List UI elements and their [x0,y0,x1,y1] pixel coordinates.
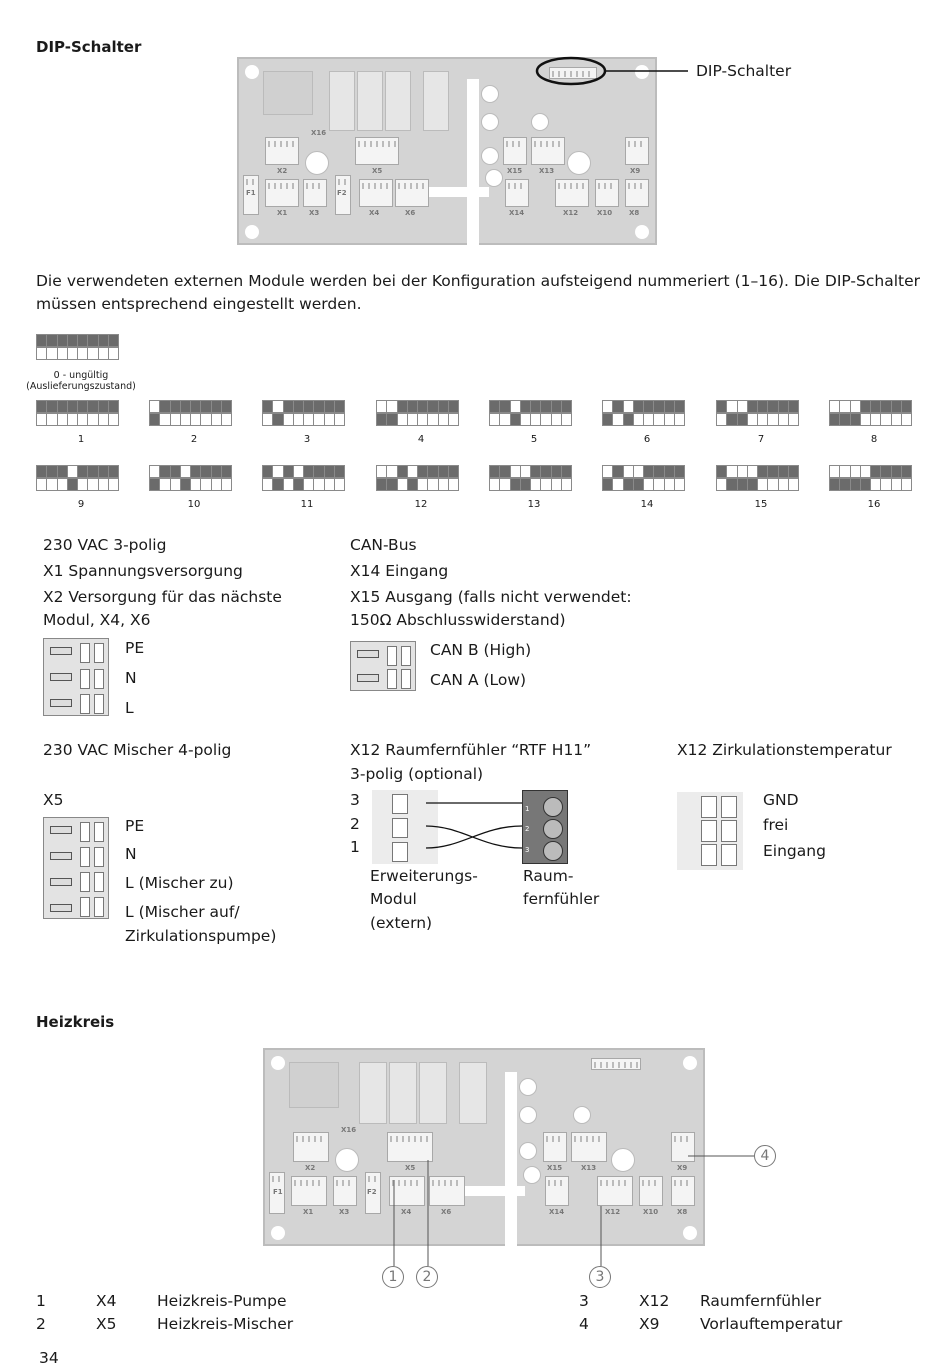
can-title: CAN-Bus [350,536,417,554]
label-f1: F1 [246,189,256,197]
label-x9: X9 [630,167,641,175]
label-x10: X10 [597,209,613,217]
label2-x13: X13 [581,1164,597,1172]
rtf-sensor-label-1: Raum- [523,867,574,885]
label-x2: X2 [277,167,288,175]
dip-label-16: 16 [867,499,881,510]
rtf-sensor-num-2: 2 [525,825,530,833]
dip-label-10: 10 [187,499,201,510]
label-f2: F2 [337,189,347,197]
mixer-pin-l-zu: L (Mischer zu) [125,874,234,892]
rtf-sensor-num-1: 1 [525,805,530,813]
label2-x5: X5 [405,1164,416,1172]
rtf-line2: 3-polig (optional) [350,765,484,783]
legend-desc-3: Raumfernfühler [700,1292,822,1310]
label-x14: X14 [509,209,525,217]
dip-label-11: 11 [300,499,314,510]
label2-x14: X14 [549,1208,565,1216]
legend-num-4: 4 [579,1315,589,1333]
can-line3: X15 Ausgang (falls nicht verwendet: [350,588,632,606]
legend-num-3: 3 [579,1292,589,1310]
rtf-module-label-3: (extern) [370,914,433,932]
label2-x9: X9 [677,1164,688,1172]
mixer-pin-n: N [125,845,137,863]
legend-code-2: X5 [96,1315,117,1333]
label-x1: X1 [277,209,288,217]
intro-paragraph: Die verwendeten externen Module werden bei der Konfiguration aufsteigend nummeriert (1–16). Die DIP-Schalter müssen entsprechend eingestellt werden. [36,272,920,313]
dip-label-9: 9 [77,499,85,510]
callout-4: 4 [754,1145,776,1167]
dip-label-14: 14 [640,499,654,510]
label-x15: X15 [507,167,523,175]
label2-x10: X10 [643,1208,659,1216]
label2-x4: X4 [401,1208,412,1216]
section-title-dip: DIP-Schalter [36,38,142,56]
pin-n: N [125,669,137,687]
dip-label-3: 3 [303,434,311,445]
zirk-pin-eingang: Eingang [763,842,826,860]
rtf-sensor-num-3: 3 [525,846,530,854]
label-x3: X3 [309,209,320,217]
label-x4: X4 [369,209,380,217]
can-line4: 150Ω Abschlusswiderstand) [350,611,566,629]
block230-line3: X2 Versorgung für das nächste [43,588,282,606]
mixer-pin-l-auf: L (Mischer auf/ [125,903,240,921]
dip-label-1: 1 [77,434,85,445]
callout-1: 1 [382,1266,404,1288]
rtf-num-3: 3 [350,791,360,809]
pin-can-b: CAN B (High) [430,641,532,659]
legend-code-1: X4 [96,1292,117,1310]
can-line2: X14 Eingang [350,562,449,580]
pin-pe: PE [125,639,145,657]
label-x12: X12 [563,209,579,217]
label2-x12: X12 [605,1208,621,1216]
label-x13: X13 [539,167,555,175]
zirk-title: X12 Zirkulationstemperatur [677,741,892,759]
label2-x15: X15 [547,1164,563,1172]
dip-callout-label: DIP-Schalter [696,62,792,80]
label2-x3: X3 [339,1208,350,1216]
dip-default-label: 0 - ungültig (Auslieferungszustand) [26,370,136,392]
label2-x2: X2 [305,1164,316,1172]
label2-x8: X8 [677,1208,688,1216]
dip-label-7: 7 [757,434,765,445]
label2-x6: X6 [441,1208,452,1216]
pin-l: L [125,699,134,717]
page-number: 34 [39,1349,59,1367]
zirk-pin-gnd: GND [763,791,799,809]
mixer-x5: X5 [43,791,64,809]
rtf-sensor-label-2: fernfühler [523,890,600,908]
zirk-pin-frei: frei [763,816,789,834]
callout-2: 2 [416,1266,438,1288]
dip-label-5: 5 [530,434,538,445]
label-x8: X8 [629,209,640,217]
pin-can-a: CAN A (Low) [430,671,527,689]
mixer-pin-pe: PE [125,817,145,835]
dip-label-13: 13 [527,499,541,510]
block230-line2: X1 Spannungsversorgung [43,562,243,580]
label-x16: X16 [311,129,327,137]
legend-desc-1: Heizkreis-Pumpe [157,1292,287,1310]
legend-desc-4: Vorlauftemperatur [700,1315,843,1333]
legend-desc-2: Heizkreis-Mischer [157,1315,294,1333]
legend-code-3: X12 [639,1292,670,1310]
legend-num-1: 1 [36,1292,46,1310]
dip-label-8: 8 [870,434,878,445]
section-title-heizkreis: Heizkreis [36,1013,115,1031]
block230-line4: Modul, X4, X6 [43,611,151,629]
rtf-module-label-2: Modul [370,890,417,908]
label2-x1: X1 [303,1208,314,1216]
label-x5: X5 [372,167,383,175]
rtf-num-1: 1 [350,838,360,856]
legend-code-4: X9 [639,1315,660,1333]
dip-label-15: 15 [754,499,768,510]
label2-f2: F2 [367,1188,377,1196]
callout-3: 3 [589,1266,611,1288]
rtf-module-label-1: Erweiterungs- [370,867,478,885]
dip-label-2: 2 [190,434,198,445]
mixer-title: 230 VAC Mischer 4-polig [43,741,232,759]
label-x6: X6 [405,209,416,217]
rtf-title: X12 Raumfernfühler “RTF H11” [350,741,592,759]
mixer-pin-l-auf-cont: Zirkulationspumpe) [125,927,277,945]
label2-f1: F1 [273,1188,283,1196]
dip-label-4: 4 [417,434,425,445]
dip-label-6: 6 [643,434,651,445]
label2-x16: X16 [341,1126,357,1134]
block230-title: 230 VAC 3-polig [43,536,167,554]
legend-num-2: 2 [36,1315,46,1333]
dip-label-12: 12 [414,499,428,510]
rtf-num-2: 2 [350,815,360,833]
